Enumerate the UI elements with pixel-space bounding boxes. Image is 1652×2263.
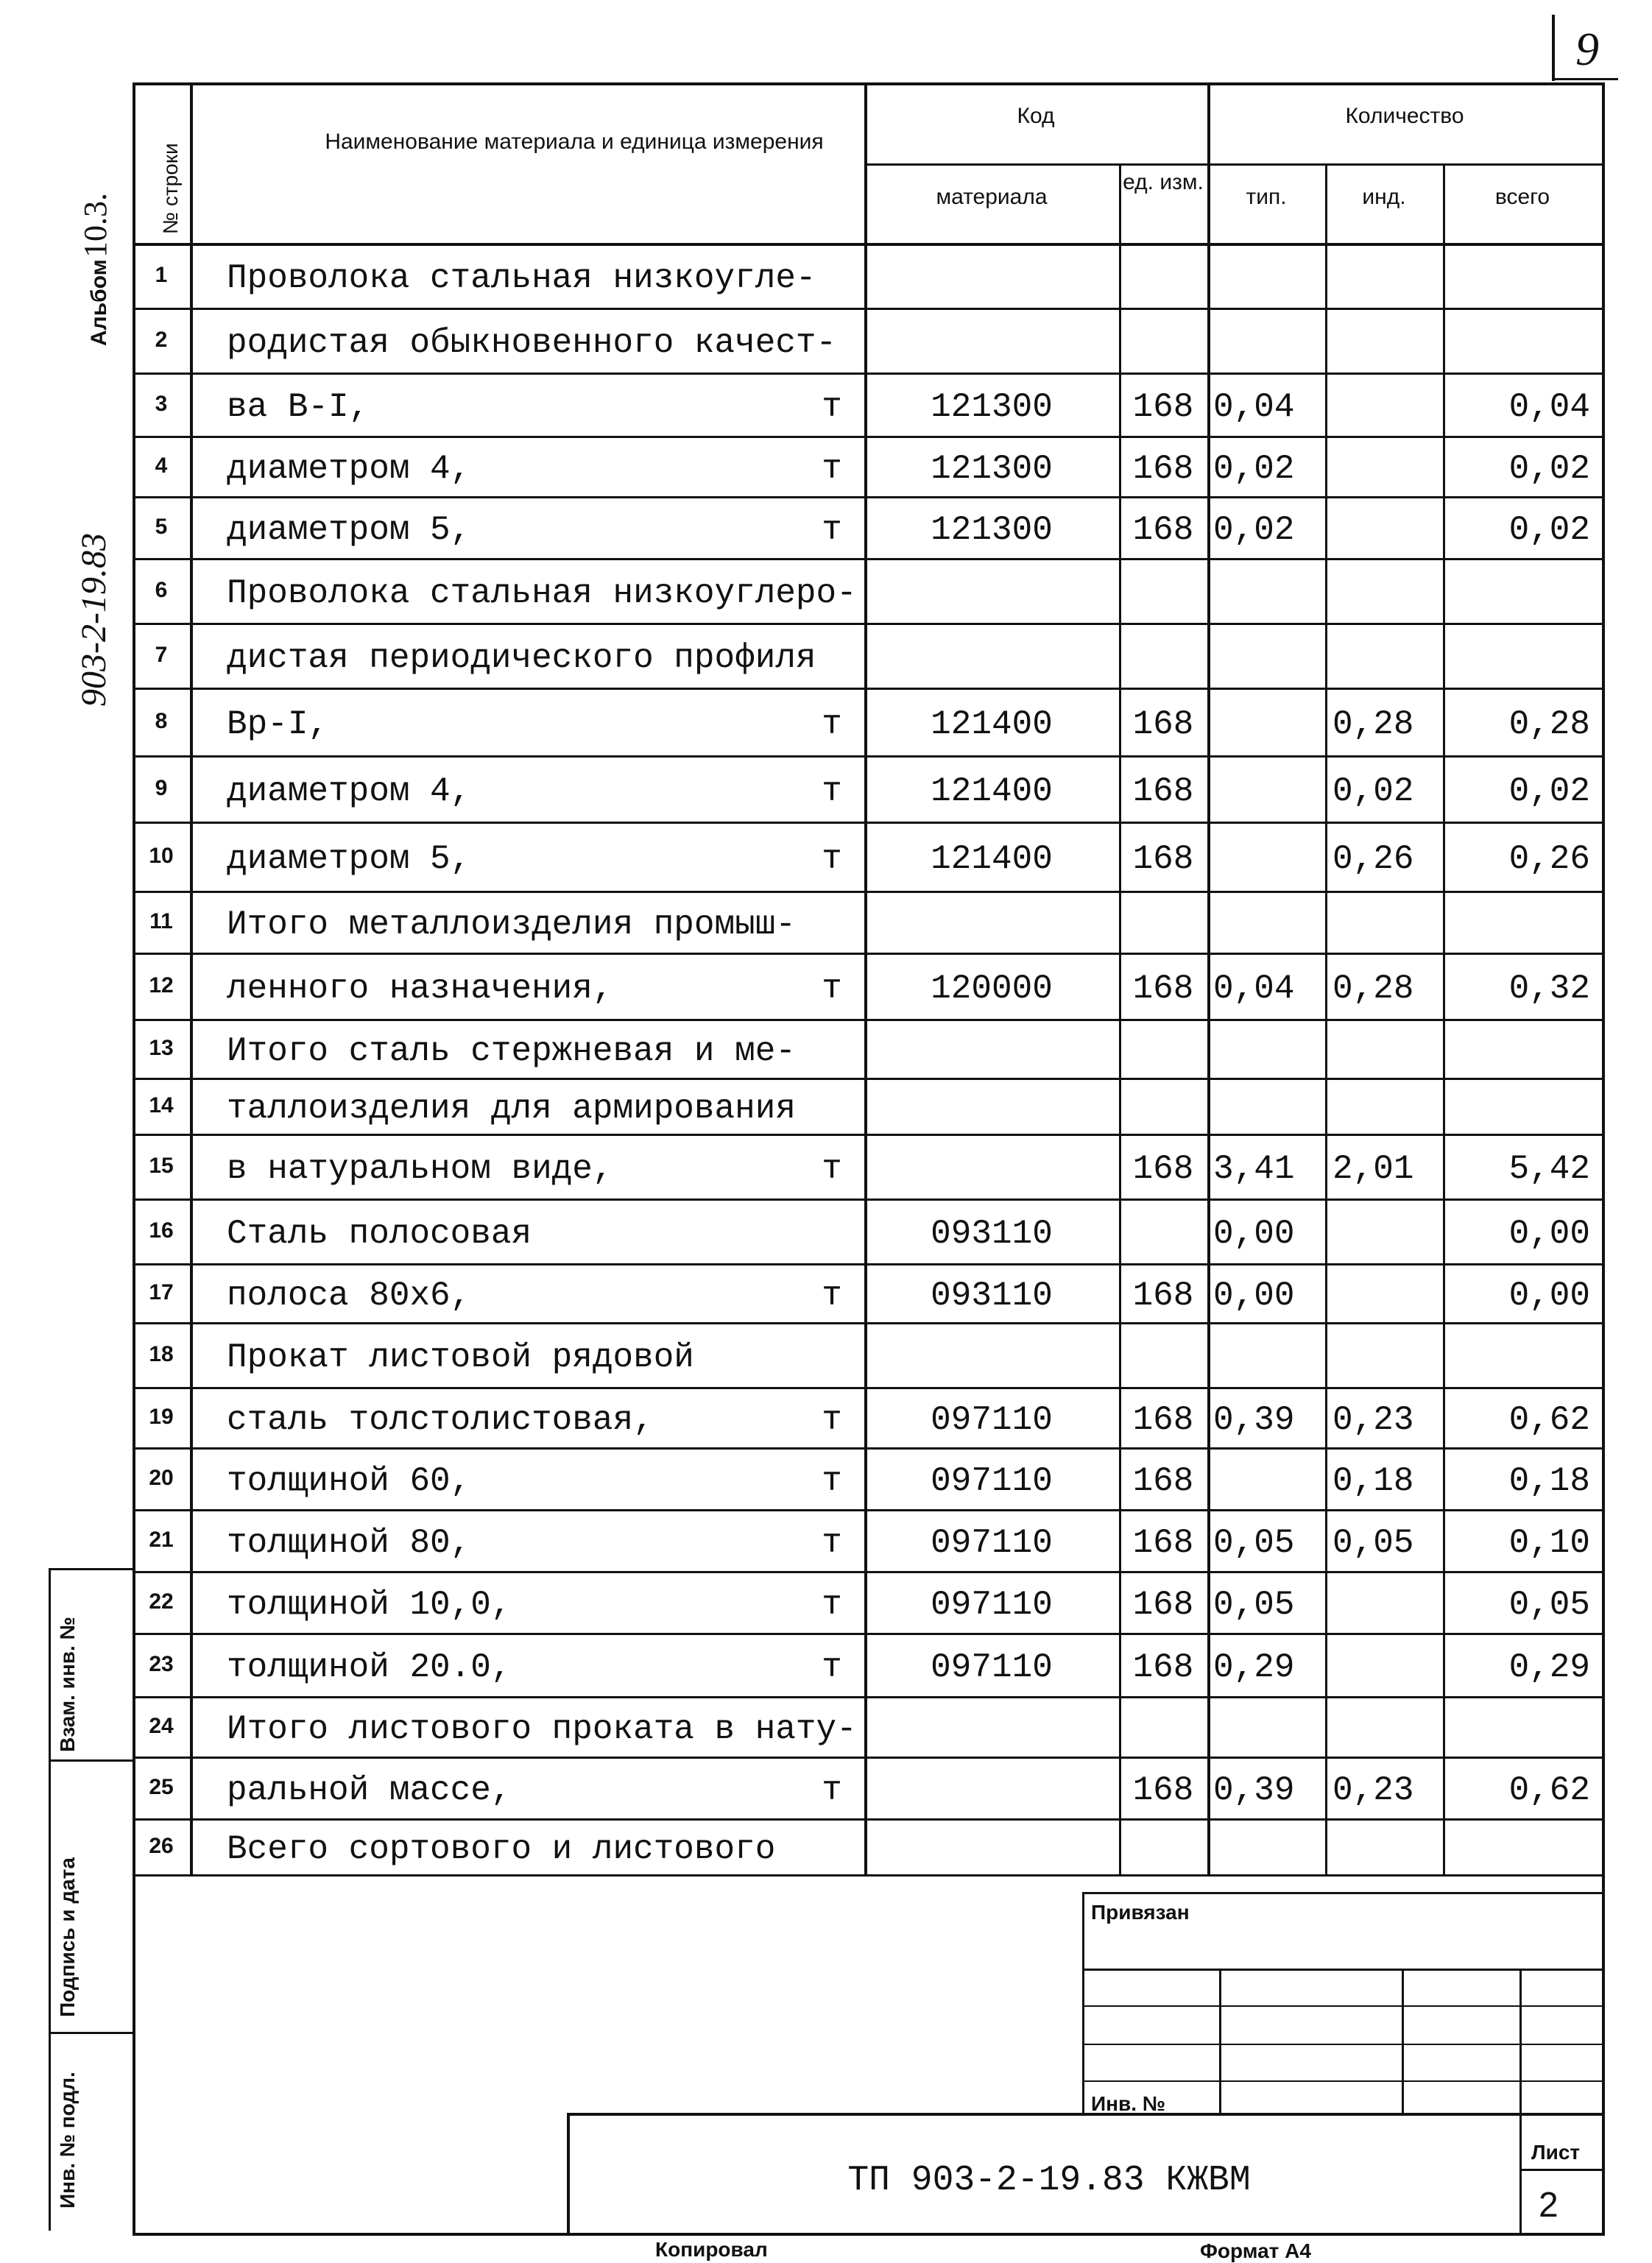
row-rule [133,822,1602,824]
side-box-top [49,1568,133,1570]
row-rule [133,1322,1602,1324]
material-name: Итого листового проката в нату- [227,1710,857,1748]
unit-code: 168 [1132,840,1194,878]
qty-ind: 0,05 [1332,1524,1414,1562]
unit-code: 168 [1132,772,1194,811]
unit-letter: т [822,1277,842,1315]
stamp-privyazan: Привязан [1091,1901,1190,1924]
qty-ind: 0,23 [1332,1771,1414,1810]
row-rule [133,1387,1602,1389]
qty-tip: 0,00 [1213,1215,1295,1253]
material-code: 121400 [931,705,1053,744]
material-code: 097110 [931,1648,1053,1687]
row-rule [133,688,1602,690]
qty-total: 0,04 [1508,388,1590,426]
row-number: 13 [149,1036,174,1060]
qty-total: 0,62 [1508,1771,1590,1810]
unit-code: 168 [1132,450,1194,488]
material-name: диаметром 5, [227,840,471,878]
row-rule [133,1757,1602,1759]
row-number: 19 [149,1405,174,1429]
qty-total: 0,18 [1508,1462,1590,1500]
side-vzam-label: Взам. инв. № [56,1617,79,1752]
material-name: в натуральном виде, [227,1150,613,1188]
footer-format: Формат А4 [1200,2239,1311,2262]
material-name: толщиной 60, [227,1462,471,1500]
qty-tip: 0,29 [1213,1648,1295,1687]
side-album-label: Альбом [87,259,111,346]
stamp-rule-2 [1082,2005,1602,2007]
frame-right [1602,82,1605,2236]
row-number: 12 [149,973,174,998]
material-name: толщиной 20.0, [227,1648,512,1687]
unit-code: 168 [1132,388,1194,426]
qty-total: 0,29 [1508,1648,1590,1687]
row-number: 23 [149,1652,174,1676]
material-code: 121300 [931,388,1053,426]
material-name: таллоизделия для армирования [227,1090,796,1128]
unit-letter: т [822,1524,842,1562]
header-ind: инд. [1362,185,1406,209]
material-code: 093110 [931,1277,1053,1315]
material-name: Итого сталь стержневая и ме- [227,1032,796,1070]
material-name: Сталь полосовая [227,1215,532,1253]
frame-top [133,82,1605,85]
row-rule [133,755,1602,758]
qty-ind: 0,18 [1332,1462,1414,1500]
side-inv-podl-label: Инв. № подл. [56,2072,79,2209]
row-number: 11 [149,909,173,933]
row-number: 9 [155,776,168,800]
header-tip: тип. [1246,185,1287,209]
row-number: 24 [149,1714,174,1738]
header-code: Код [1017,104,1055,128]
row-rule [133,1509,1602,1511]
qty-ind: 0,28 [1332,705,1414,744]
material-name: сталь толстолистовая, [227,1401,654,1439]
stamp-vert-left [1082,1892,1084,2113]
row-number: 21 [149,1528,174,1552]
row-number: 1 [155,263,168,287]
unit-letter: т [822,1648,842,1687]
page-number-rule-bottom [1552,78,1618,80]
frame-bottom [133,2233,1605,2236]
row-number: 20 [149,1466,174,1490]
material-name: диаметром 5, [227,511,471,549]
unit-code: 168 [1132,1401,1194,1439]
qty-total: 0,02 [1508,772,1590,811]
qty-ind: 0,23 [1332,1401,1414,1439]
stamp-rule-1 [1082,1969,1602,1971]
unit-code: 168 [1132,1277,1194,1315]
qty-tip: 0,00 [1213,1277,1295,1315]
stamp-document-code: ТП 903-2-19.83 КЖВМ [847,2161,1251,2200]
unit-letter: т [822,970,842,1008]
row-number: 3 [155,392,168,416]
row-number: 2 [155,328,168,352]
row-number: 5 [155,515,168,539]
unit-letter: т [822,1150,842,1188]
material-name: диаметром 4, [227,450,471,488]
qty-total: 5,42 [1508,1150,1590,1188]
stamp-rule-4 [1082,2080,1602,2082]
header-material-code: материала [936,185,1048,209]
stamp-rule-top-right [1082,1892,1602,1894]
qty-tip: 0,39 [1213,1771,1295,1810]
material-name: диаметром 4, [227,772,471,811]
col-rule-unit [1207,82,1210,1874]
material-name: Вр-I, [227,705,329,744]
qty-ind: 0,28 [1332,970,1414,1008]
material-code: 121400 [931,840,1053,878]
unit-code: 168 [1132,1771,1194,1810]
header-subrule [864,163,1602,166]
qty-tip: 0,02 [1213,511,1295,549]
side-podpis-label: Подпись и дата [56,1857,79,2017]
header-row-number: № строки [159,143,182,234]
material-code: 121300 [931,511,1053,549]
row-number: 14 [149,1093,174,1118]
material-name: ленного назначения, [227,970,613,1008]
row-rule [133,1134,1602,1136]
row-number: 8 [155,709,168,733]
material-name: Итого металлоизделия промыш- [227,905,796,944]
row-number: 7 [155,643,168,667]
row-number: 16 [149,1218,174,1243]
material-name: дистая периодического профиля [227,639,816,677]
unit-code: 168 [1132,1648,1194,1687]
row-number: 22 [149,1589,174,1614]
qty-tip: 0,05 [1213,1524,1295,1562]
header-unit: ед. изм. [1123,170,1204,194]
row-rule [133,953,1602,955]
row-number: 17 [149,1280,174,1305]
unit-code: 168 [1132,970,1194,1008]
qty-total: 0,00 [1508,1215,1590,1253]
material-code: 121300 [931,450,1053,488]
page-number: 9 [1575,23,1599,75]
unit-code: 168 [1132,1586,1194,1624]
unit-letter: т [822,388,842,426]
qty-total: 0,02 [1508,450,1590,488]
unit-code: 168 [1132,1462,1194,1500]
material-name: толщиной 80, [227,1524,471,1562]
material-code: 097110 [931,1586,1053,1624]
qty-total: 0,32 [1508,970,1590,1008]
side-box-sep1 [49,1759,133,1762]
unit-letter: т [822,1586,842,1624]
unit-letter: т [822,705,842,744]
row-rule [133,1818,1602,1821]
row-rule [133,373,1602,375]
row-number: 6 [155,578,168,602]
header-total: всего [1494,185,1550,209]
material-code: 093110 [931,1215,1053,1253]
unit-code: 168 [1132,1524,1194,1562]
stamp-rule-main [567,2113,1602,2116]
stamp-rule-3 [1082,2044,1602,2045]
row-rule [133,891,1602,893]
qty-ind: 2,01 [1332,1150,1414,1188]
qty-tip: 0,04 [1213,388,1295,426]
header-material-name: Наименование материала и единица измерения [325,130,824,154]
unit-letter: т [822,772,842,811]
row-rule [133,1198,1602,1201]
material-name: Всего сортового и листового [227,1830,776,1868]
qty-tip: 3,41 [1213,1150,1295,1188]
unit-letter: т [822,1401,842,1439]
unit-letter: т [822,511,842,549]
header-quantity: Количество [1345,104,1464,128]
unit-letter: т [822,1771,842,1810]
unit-code: 168 [1132,705,1194,744]
side-album-number: 10.3. [77,193,113,258]
material-name: Проволока стальная низкоуглеро- [227,574,857,612]
row-number: 26 [149,1834,174,1858]
qty-total: 0,62 [1508,1401,1590,1439]
row-rule [133,1874,1602,1877]
material-code: 097110 [931,1401,1053,1439]
row-rule [133,1019,1602,1021]
stamp-vert-3 [1402,1969,1404,2116]
material-name: Прокат листовой рядовой [227,1338,694,1377]
header-bottom-rule [133,243,1602,246]
material-name: толщиной 10,0, [227,1586,512,1624]
material-code: 097110 [931,1524,1053,1562]
stamp-vert-main [567,2113,570,2233]
qty-total: 0,26 [1508,840,1590,878]
col-rule-number [190,82,193,1874]
qty-tip: 0,39 [1213,1401,1295,1439]
qty-total: 0,00 [1508,1277,1590,1315]
stamp-vert-2 [1219,1969,1221,2116]
unit-letter: т [822,840,842,878]
row-rule [133,496,1602,498]
row-rule [133,558,1602,560]
material-name: полоса 80х6, [227,1277,471,1315]
material-name: ва В-I, [227,388,370,426]
material-name: ральной массе, [227,1771,512,1810]
qty-tip: 0,05 [1213,1586,1295,1624]
qty-total: 0,10 [1508,1524,1590,1562]
qty-total: 0,02 [1508,511,1590,549]
material-code: 121400 [931,772,1053,811]
qty-ind: 0,26 [1332,840,1414,878]
footer-kopiroval: Копировал [655,2238,768,2261]
page-number-rule [1552,15,1555,81]
row-rule [133,1447,1602,1450]
row-rule [133,1263,1602,1265]
row-number: 4 [155,453,168,478]
row-rule [133,1633,1602,1635]
unit-code: 168 [1132,1150,1194,1188]
stamp-sheet-number: 2 [1539,2186,1559,2225]
row-number: 18 [149,1342,174,1366]
material-code: 120000 [931,970,1053,1008]
unit-letter: т [822,1462,842,1500]
qty-tip: 0,02 [1213,450,1295,488]
unit-code: 168 [1132,511,1194,549]
side-box-sep2 [49,2032,133,2034]
stamp-inv-no: Инв. № [1091,2092,1166,2115]
qty-tip: 0,04 [1213,970,1295,1008]
qty-total: 0,05 [1508,1586,1590,1624]
stamp-sheet-rule [1519,2169,1602,2171]
qty-total: 0,28 [1508,705,1590,744]
row-rule [133,1696,1602,1698]
row-number: 25 [149,1775,174,1799]
qty-ind: 0,02 [1332,772,1414,811]
row-rule [133,436,1602,438]
row-number: 15 [149,1154,174,1178]
row-number: 10 [149,844,174,868]
row-rule [133,308,1602,310]
side-doc-handwritten: 903-2-19.83 [74,533,113,707]
material-code: 097110 [931,1462,1053,1500]
material-name: Проволока стальная низкоугле- [227,259,816,297]
unit-letter: т [822,450,842,488]
row-rule [133,1571,1602,1573]
row-rule [133,623,1602,625]
material-name: родистая обыкновенного качест- [227,324,837,362]
stamp-sheet-label: Лист [1531,2141,1581,2164]
side-box-left [49,1568,51,2231]
row-rule [133,1078,1602,1080]
